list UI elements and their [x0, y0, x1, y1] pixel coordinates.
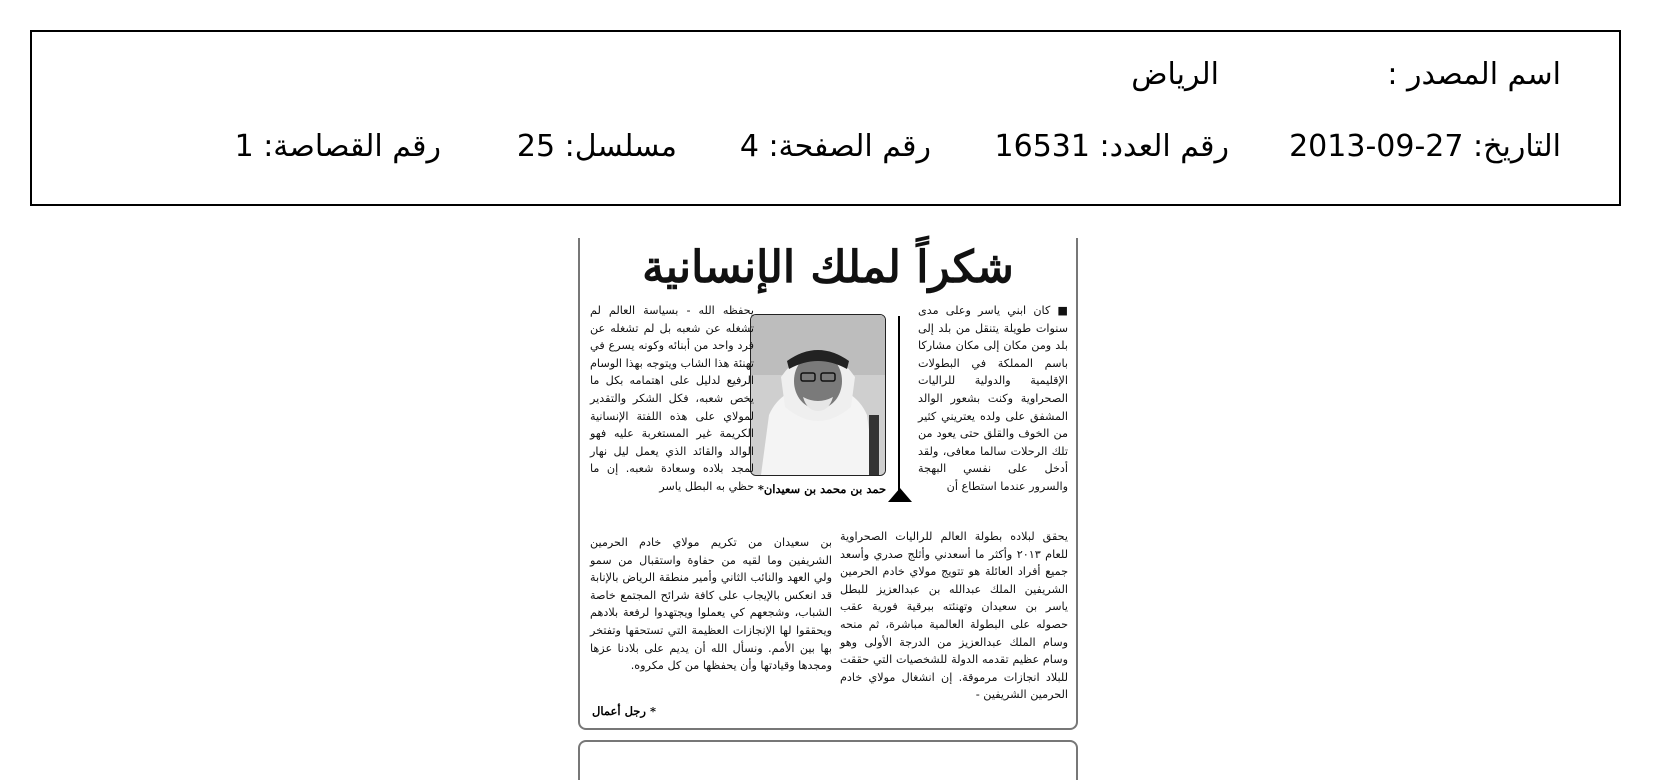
source-name-label: اسم المصدر :	[1387, 57, 1561, 92]
page-number-field: رقم الصفحة: 4	[739, 129, 931, 164]
date-field: التاريخ: 27-09-2013	[1289, 129, 1561, 164]
next-clipping-edge	[578, 740, 1078, 780]
column-divider	[898, 316, 900, 492]
serial-field: مسلسل: 25	[516, 129, 677, 164]
article-headline: شكراً لملك الإنسانية	[642, 242, 1014, 293]
author-photo	[750, 314, 886, 476]
issue-number-field: رقم العدد: 16531	[994, 129, 1229, 164]
source-name-value: الرياض	[1131, 57, 1219, 92]
article-column-left: يحفظه الله - بسياسة العالم لم تشغله عن شعبه بل لم تشغله عن فرد واحد من أبنائه وكونه يسرع في تهنئة هذا الشاب ويتوجه بهذا الوسام الرفيع لدليل على اهتمامه بكل ما يخص شعبه، فكل الشكر والتقدير لمولاي على هذه اللفتة الإنسانية الكريمة غير المستغربة عليه فهو الوالد والقائد الذي يعمل ليل نهار لمجد بلاده وسعادة شعبه. إن ما حظي به البطل ياسر	[590, 304, 754, 493]
photo-caption: حمد بن محمد بن سعيدان*	[757, 482, 887, 496]
newspaper-clipping	[578, 238, 1078, 730]
article-column-right: ■ كان ابني ياسر وعلى مدى سنوات طويلة يتنقل من بلد إلى بلد ومن مكان إلى مكان مشاركا باسم المملكة في البطولات الإقليمية والدولية للراليات الصحراوية وكنت بشعور الوالد المشفق على ولده يعتريني كثير من الخوف والقلق حتى يعود من تلك الرحلات سالما معافى، ولقد أدخل على نفسي البهجة والسرور عندما استطاع أن	[918, 304, 1068, 493]
clip-number-field: رقم القصاصة: 1	[234, 129, 441, 164]
source-info-box	[30, 30, 1621, 206]
author-signature: * رجل أعمال	[592, 704, 656, 718]
article-column-right-bottom: يحقق لبلاده بطولة العالم للراليات الصحراوية للعام ٢٠١٣ وأكثر ما أسعدني وأثلج صدري وأسعد جميع أفراد العائلة هو تتويج مولاي خادم الحرمين الشريفين الملك عبدالله بن عبدالعزيز للبطل ياسر بن سعيدان وتهنئته ببرقية فورية عقب حصوله على البطولة العالمية مباشرة، ثم منحه وسام الملك عبدالعزيز من الدرجة الأولى وهو وسام عظيم تقدمه الدولة للشخصيات التي حققت للبلاد انجازات مرموقة. إن انشغال مولاي خادم الحرمين الشريفين -	[840, 530, 1068, 702]
article-column-left-bottom: بن سعيدان من تكريم مولاي خادم الحرمين الشريفين وما لقيه من حفاوة واستقبال من سمو ولي العهد والنائب الثاني وأمير منطقة الرياض بالإنابة قد انعكس بالإيجاب على كافة شرائح المجتمع خاصة الشباب، وشجعهم كي يعملوا ويجتهدوا لرفعة بلادهم ويحققوا لها الإنجازات العظيمة التي تستحقها وتفتخر بها بين الأمم. ونسأل الله أن يديم على بلادنا عزها ومجدها وقيادتها وأن يحفظها من كل مكروه.	[590, 536, 832, 673]
